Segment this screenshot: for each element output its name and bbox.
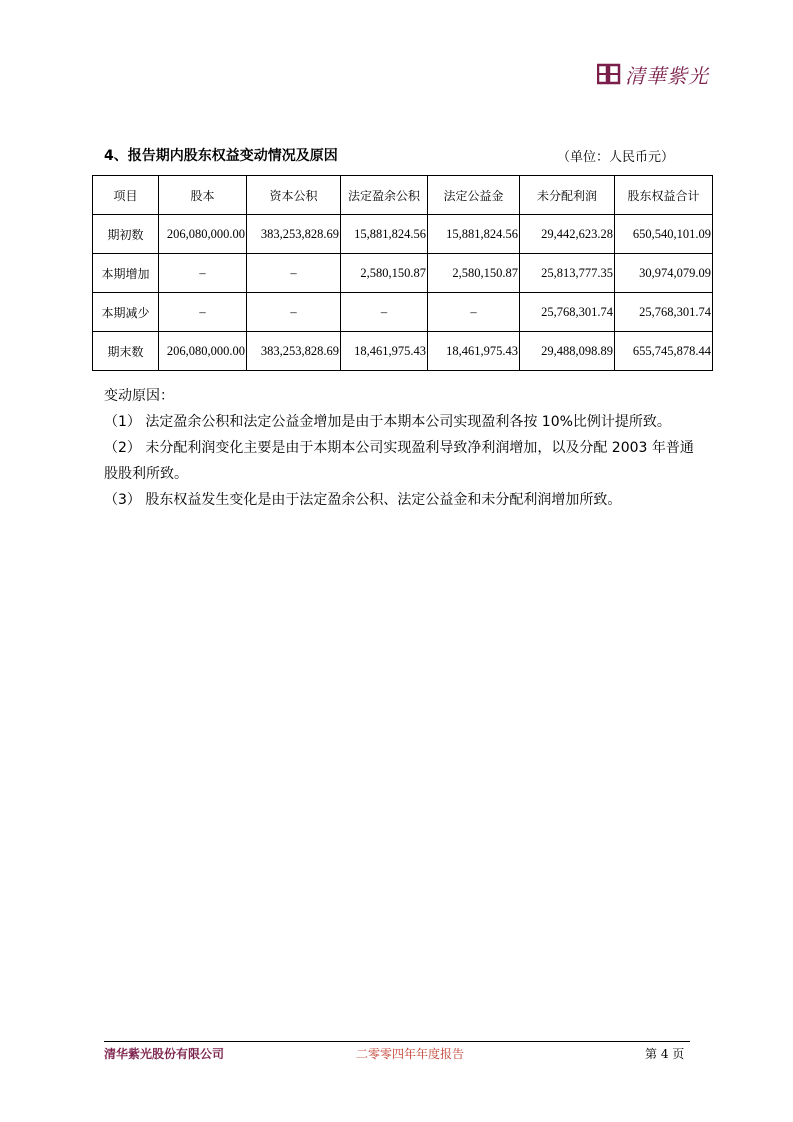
table-header-row <box>93 176 713 215</box>
column-header: 股东权益合计 <box>615 176 713 215</box>
column-header: 资本公积 <box>247 176 341 215</box>
row-label: 本期增加 <box>93 254 159 293</box>
table-cell: 18,461,975.43 <box>428 332 520 371</box>
table-cell: – <box>159 293 247 332</box>
change-reasons <box>104 383 694 513</box>
table-cell: 15,881,824.56 <box>428 215 520 254</box>
table-row <box>93 254 713 293</box>
table-cell: – <box>247 293 341 332</box>
table-cell: – <box>341 293 428 332</box>
table-row <box>93 332 713 371</box>
footer-page-number: 第 4 页 <box>645 1047 685 1061</box>
table-cell: 383,253,828.69 <box>247 215 341 254</box>
table-cell: 650,540,101.09 <box>615 215 713 254</box>
table-cell: – <box>428 293 520 332</box>
footer-divider <box>104 1041 690 1042</box>
footer-company: 清华紫光股份有限公司 <box>104 1047 225 1061</box>
reason-item: （3） 股东权益发生变化是由于法定盈余公积、法定公益金和未分配利润增加所致。 <box>104 492 622 508</box>
reason-item: （2） 未分配利润变化主要是由于本期本公司实现盈利导致净利润增加，以及分配 2003 年普通股股利所致。 <box>104 440 694 482</box>
table-cell: 25,768,301.74 <box>520 293 615 332</box>
table-row <box>93 215 713 254</box>
table-cell: 29,442,623.28 <box>520 215 615 254</box>
footer-report-title: 二零零四年年度报告 <box>356 1047 465 1061</box>
row-label: 期初数 <box>93 215 159 254</box>
table-cell: 2,580,150.87 <box>341 254 428 293</box>
reasons-title: 变动原因： <box>104 388 174 404</box>
row-label: 本期减少 <box>93 293 159 332</box>
reason-item: （1） 法定盈余公积和法定公益金增加是由于本期本公司实现盈利各按 10%比例计提所致。 <box>104 414 671 430</box>
unit-label: （单位：人民币元） <box>557 150 675 165</box>
table-cell: 206,080,000.00 <box>159 215 247 254</box>
column-header: 法定盈余公积 <box>341 176 428 215</box>
table-cell: – <box>159 254 247 293</box>
column-header: 法定公益金 <box>428 176 520 215</box>
tsinghua-unisplendour-logo-icon <box>597 63 621 85</box>
table-cell: 25,813,777.35 <box>520 254 615 293</box>
table-cell: 15,881,824.56 <box>341 215 428 254</box>
table-cell: 383,253,828.69 <box>247 332 341 371</box>
table-cell: 655,745,878.44 <box>615 332 713 371</box>
table-cell: 206,080,000.00 <box>159 332 247 371</box>
table-cell: 25,768,301.74 <box>615 293 713 332</box>
column-header: 股本 <box>159 176 247 215</box>
header-logo <box>597 60 709 88</box>
table-cell: – <box>247 254 341 293</box>
column-header: 未分配利润 <box>520 176 615 215</box>
table-cell: 29,488,098.89 <box>520 332 615 371</box>
section-title: 4、报告期内股东权益变动情况及原因 <box>104 148 338 164</box>
table-cell: 18,461,975.43 <box>341 332 428 371</box>
column-header: 项目 <box>93 176 159 215</box>
table-cell: 2,580,150.87 <box>428 254 520 293</box>
logo-text: 清華紫光 <box>625 63 709 88</box>
table-cell: 30,974,079.09 <box>615 254 713 293</box>
row-label: 期末数 <box>93 332 159 371</box>
table-row <box>93 293 713 332</box>
equity-change-table <box>92 175 713 371</box>
